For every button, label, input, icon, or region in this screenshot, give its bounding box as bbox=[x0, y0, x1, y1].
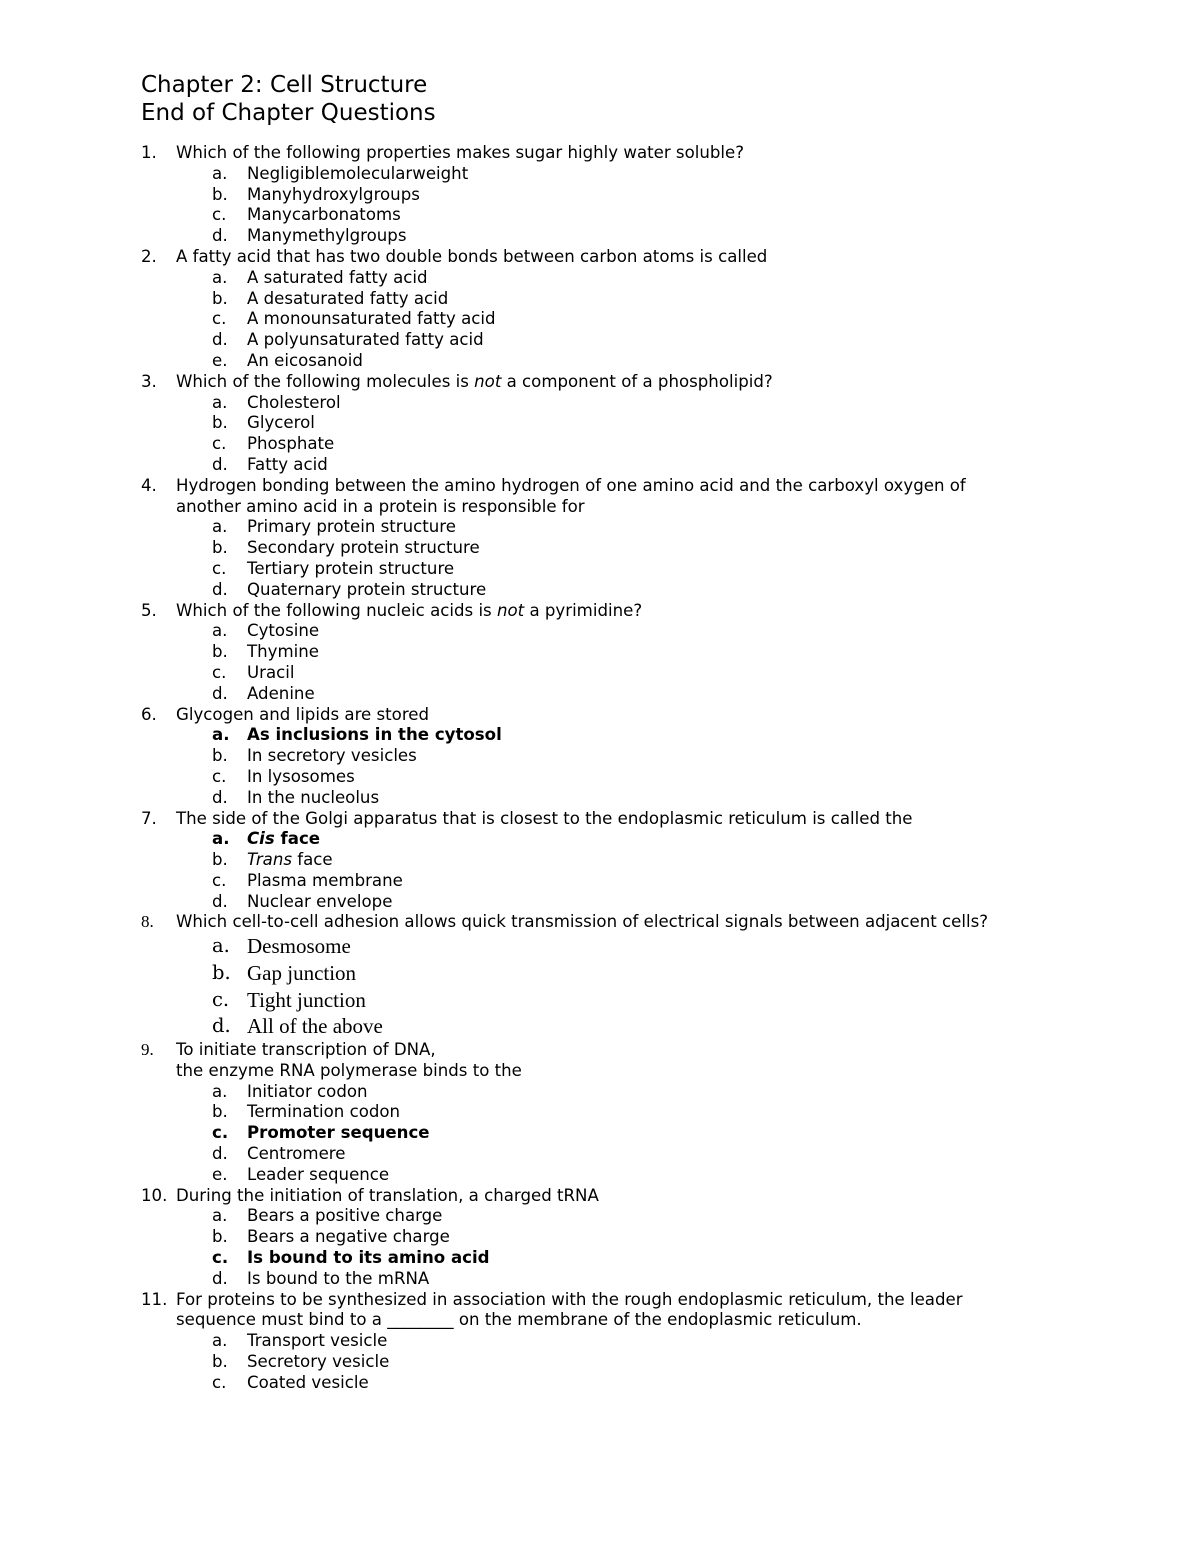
option-text: In secretory vesicles bbox=[247, 746, 417, 766]
question-text: Which cell-to-cell adhesion allows quick transmission of electrical signals between adjacent cells? bbox=[176, 912, 989, 932]
option-letter: c. bbox=[212, 766, 227, 786]
option-text: Glycerol bbox=[247, 413, 315, 433]
question-number: 3. bbox=[141, 371, 157, 391]
option-letter: d. bbox=[212, 454, 228, 474]
option-letter: b. bbox=[212, 538, 228, 558]
option-list bbox=[0, 268, 1200, 372]
option-text: Negligiblemolecularweight bbox=[247, 163, 469, 183]
option-letter: a. bbox=[212, 1331, 228, 1351]
question-text-line: the enzyme RNA polymerase binds to the bbox=[176, 1060, 522, 1080]
option-letter: c. bbox=[212, 1123, 229, 1143]
question-text: Which of the following properties makes sugar highly water soluble? bbox=[176, 143, 745, 162]
option-item bbox=[0, 987, 1200, 1014]
option-text: Initiator codon bbox=[247, 1081, 368, 1101]
option-list bbox=[0, 829, 1200, 912]
option-letter: d. bbox=[212, 330, 228, 350]
option-text: Transport vesicle bbox=[247, 1331, 388, 1351]
option-item bbox=[0, 1352, 1200, 1373]
option-text: Manymethylgroups bbox=[247, 226, 407, 246]
option-letter: b. bbox=[212, 413, 228, 433]
option-list bbox=[0, 164, 1200, 247]
option-letter: a. bbox=[212, 517, 228, 537]
question-7 bbox=[0, 809, 1200, 913]
question-text bbox=[176, 372, 1056, 393]
option-list bbox=[0, 933, 1200, 1040]
option-item bbox=[0, 621, 1200, 642]
option-letter: c. bbox=[212, 987, 230, 1011]
question-text-part: a component of a phospholipid? bbox=[501, 371, 773, 391]
option-letter: d. bbox=[212, 226, 228, 246]
option-item bbox=[0, 642, 1200, 663]
option-text: Phosphate bbox=[247, 434, 335, 454]
option-letter: a. bbox=[212, 934, 230, 958]
option-item bbox=[0, 1331, 1200, 1352]
question-text bbox=[176, 1290, 1056, 1332]
question-2 bbox=[0, 247, 1200, 372]
option-letter: d. bbox=[212, 787, 228, 807]
option-item bbox=[0, 517, 1200, 538]
option-text-emphasis: Trans bbox=[247, 850, 293, 870]
option-letter: a. bbox=[212, 163, 228, 183]
option-letter: a. bbox=[212, 1081, 228, 1101]
question-number: 4. bbox=[141, 475, 157, 495]
chapter-title: Chapter 2: Cell Structure bbox=[141, 72, 428, 98]
option-item bbox=[0, 746, 1200, 767]
question-text-part: Which of the following nucleic acids is bbox=[176, 600, 497, 620]
question-number: 1. bbox=[141, 143, 157, 162]
option-item-answer bbox=[0, 725, 1200, 746]
question-number: 7. bbox=[141, 808, 157, 828]
option-list bbox=[0, 1206, 1200, 1289]
question-number: 9. bbox=[141, 1040, 154, 1060]
option-item-answer bbox=[0, 829, 1200, 850]
option-list bbox=[0, 1082, 1200, 1186]
option-text: Secondary protein structure bbox=[247, 538, 480, 558]
option-item bbox=[0, 538, 1200, 559]
option-letter: e. bbox=[212, 350, 228, 370]
option-text: Leader sequence bbox=[247, 1164, 390, 1184]
option-list bbox=[0, 621, 1200, 704]
question-10 bbox=[0, 1186, 1200, 1290]
question-number: 5. bbox=[141, 600, 157, 620]
option-item bbox=[0, 330, 1200, 351]
option-letter: a. bbox=[212, 267, 228, 287]
question-number: 10. bbox=[141, 1185, 168, 1205]
option-letter: d. bbox=[212, 891, 228, 911]
question-text-part: Which of the following molecules is bbox=[176, 371, 475, 391]
option-text: Coated vesicle bbox=[247, 1372, 369, 1392]
option-letter: c. bbox=[212, 1248, 229, 1267]
question-text-emphasis: not bbox=[474, 371, 502, 391]
option-list bbox=[0, 725, 1200, 808]
option-item bbox=[0, 1144, 1200, 1165]
option-letter: b. bbox=[212, 1102, 228, 1122]
option-item bbox=[0, 455, 1200, 476]
option-item bbox=[0, 767, 1200, 788]
option-text: Cytosine bbox=[247, 621, 320, 641]
question-1 bbox=[0, 143, 1200, 247]
option-list bbox=[0, 517, 1200, 600]
option-item bbox=[0, 892, 1200, 913]
question-text bbox=[176, 476, 1056, 518]
option-item bbox=[0, 850, 1200, 871]
option-text: A polyunsaturated fatty acid bbox=[247, 330, 484, 350]
option-text: In the nucleolus bbox=[247, 787, 380, 807]
option-letter: c. bbox=[212, 205, 227, 225]
option-letter: b. bbox=[212, 850, 228, 870]
option-letter: d. bbox=[212, 579, 228, 599]
option-item bbox=[0, 185, 1200, 206]
option-letter: d. bbox=[212, 1144, 228, 1164]
question-11 bbox=[0, 1290, 1200, 1394]
option-text: Adenine bbox=[247, 683, 315, 703]
option-letter: c. bbox=[212, 558, 227, 578]
question-list bbox=[0, 143, 1200, 1394]
option-item bbox=[0, 1206, 1200, 1227]
question-text-line: For proteins to be synthesized in association with the rough endoplasmic reticulum, the leader bbox=[176, 1289, 963, 1309]
option-item bbox=[0, 1013, 1200, 1040]
option-item bbox=[0, 559, 1200, 580]
option-letter: e. bbox=[212, 1164, 228, 1184]
question-6 bbox=[0, 705, 1200, 809]
question-4 bbox=[0, 476, 1200, 601]
option-letter: b. bbox=[212, 960, 231, 984]
question-number: 6. bbox=[141, 704, 157, 724]
option-text: Tertiary protein structure bbox=[247, 558, 455, 578]
option-letter: a. bbox=[212, 1206, 228, 1226]
section-subtitle: End of Chapter Questions bbox=[141, 100, 436, 126]
question-text: The side of the Golgi apparatus that is closest to the endoplasmic reticulum is called the bbox=[176, 808, 913, 828]
option-letter: a. bbox=[212, 829, 230, 849]
option-item bbox=[0, 205, 1200, 226]
option-letter: a. bbox=[212, 392, 228, 412]
option-list bbox=[0, 393, 1200, 476]
option-letter: c. bbox=[212, 434, 227, 454]
option-letter: c. bbox=[212, 1372, 227, 1392]
option-letter: d. bbox=[212, 1268, 228, 1288]
option-text: Bears a positive charge bbox=[247, 1206, 443, 1226]
option-text: A desaturated fatty acid bbox=[247, 288, 449, 308]
option-item bbox=[0, 1373, 1200, 1394]
question-text: Glycogen and lipids are stored bbox=[176, 704, 430, 724]
option-item-answer bbox=[0, 1123, 1200, 1144]
option-text: Thymine bbox=[247, 642, 319, 662]
question-text-part: a pyrimidine? bbox=[524, 600, 643, 620]
option-letter: a. bbox=[212, 725, 230, 745]
option-item bbox=[0, 413, 1200, 434]
option-item bbox=[0, 268, 1200, 289]
option-text: Manyhydroxylgroups bbox=[247, 184, 420, 204]
option-item-answer bbox=[0, 1248, 1200, 1269]
option-text: Nuclear envelope bbox=[247, 891, 393, 911]
option-text: An eicosanoid bbox=[247, 350, 363, 370]
option-item bbox=[0, 960, 1200, 987]
option-text: Manycarbonatoms bbox=[247, 205, 401, 225]
question-text-line: Hydrogen bonding between the amino hydrogen of one amino acid and the carboxyl oxygen of bbox=[176, 475, 966, 495]
option-letter: d. bbox=[212, 1014, 231, 1038]
question-3 bbox=[0, 372, 1200, 476]
option-text-part: face bbox=[274, 829, 321, 849]
question-text-emphasis: not bbox=[496, 600, 525, 620]
question-text bbox=[176, 601, 1056, 622]
option-text: Gap junction bbox=[247, 960, 357, 985]
option-item bbox=[0, 684, 1200, 705]
option-text: In lysosomes bbox=[247, 766, 355, 786]
question-text-line: sequence must bind to a ________ on the membrane of the endoplasmic reticulum. bbox=[176, 1310, 862, 1330]
option-item bbox=[0, 663, 1200, 684]
option-text: Cholesterol bbox=[247, 392, 341, 412]
option-text: A saturated fatty acid bbox=[247, 267, 428, 287]
option-text: Secretory vesicle bbox=[247, 1351, 390, 1371]
option-item bbox=[0, 1165, 1200, 1186]
option-text-part: face bbox=[292, 850, 333, 870]
option-letter: c. bbox=[212, 309, 227, 329]
option-text-emphasis: Cis bbox=[247, 829, 275, 849]
question-text bbox=[176, 1040, 1056, 1082]
option-item bbox=[0, 289, 1200, 310]
option-letter: b. bbox=[212, 746, 228, 766]
question-number: 8. bbox=[141, 912, 154, 932]
option-letter: c. bbox=[212, 870, 227, 890]
option-item bbox=[0, 933, 1200, 960]
option-text: Quaternary protein structure bbox=[247, 579, 487, 599]
option-text: Promoter sequence bbox=[247, 1123, 430, 1143]
option-item bbox=[0, 1269, 1200, 1290]
option-text bbox=[247, 829, 320, 850]
option-letter: d. bbox=[212, 683, 228, 703]
option-letter: b. bbox=[212, 288, 228, 308]
question-text: A fatty acid that has two double bonds between carbon atoms is called bbox=[176, 246, 768, 266]
option-item bbox=[0, 1082, 1200, 1103]
question-8 bbox=[0, 912, 1200, 1040]
option-text: All of the above bbox=[247, 1014, 383, 1039]
option-text: Is bound to its amino acid bbox=[247, 1248, 490, 1267]
question-number: 2. bbox=[141, 246, 157, 266]
option-item bbox=[0, 580, 1200, 601]
option-item bbox=[0, 871, 1200, 892]
option-letter: c. bbox=[212, 662, 227, 682]
option-text: Uracil bbox=[247, 662, 295, 682]
option-item bbox=[0, 434, 1200, 455]
option-text: Centromere bbox=[247, 1144, 346, 1164]
option-text: A monounsaturated fatty acid bbox=[247, 309, 496, 329]
question-text-line: To initiate transcription of DNA, bbox=[176, 1040, 436, 1060]
question-number: 11. bbox=[141, 1289, 168, 1309]
option-text: As inclusions in the cytosol bbox=[247, 725, 502, 745]
option-text: Plasma membrane bbox=[247, 870, 403, 890]
option-item bbox=[0, 393, 1200, 414]
option-item bbox=[0, 226, 1200, 247]
option-letter: b. bbox=[212, 184, 228, 204]
option-letter: b. bbox=[212, 1351, 228, 1371]
option-text: Tight junction bbox=[247, 987, 366, 1012]
option-text: Termination codon bbox=[247, 1102, 401, 1122]
option-text bbox=[247, 850, 333, 871]
option-text: Fatty acid bbox=[247, 454, 328, 474]
option-letter: a. bbox=[212, 621, 228, 641]
option-text: Primary protein structure bbox=[247, 517, 456, 537]
option-item bbox=[0, 351, 1200, 372]
question-9 bbox=[0, 1040, 1200, 1186]
question-text-line: another amino acid in a protein is responsible for bbox=[176, 496, 585, 516]
option-text: Desmosome bbox=[247, 934, 351, 959]
question-text: During the initiation of translation, a charged tRNA bbox=[176, 1185, 599, 1205]
option-text: Is bound to the mRNA bbox=[247, 1268, 430, 1288]
option-text: Bears a negative charge bbox=[247, 1227, 450, 1247]
option-item bbox=[0, 788, 1200, 809]
option-item bbox=[0, 1227, 1200, 1248]
question-5 bbox=[0, 601, 1200, 705]
option-item bbox=[0, 164, 1200, 185]
option-letter: b. bbox=[212, 642, 228, 662]
option-letter: b. bbox=[212, 1227, 228, 1247]
option-item bbox=[0, 1102, 1200, 1123]
option-list bbox=[0, 1331, 1200, 1393]
option-item bbox=[0, 309, 1200, 330]
